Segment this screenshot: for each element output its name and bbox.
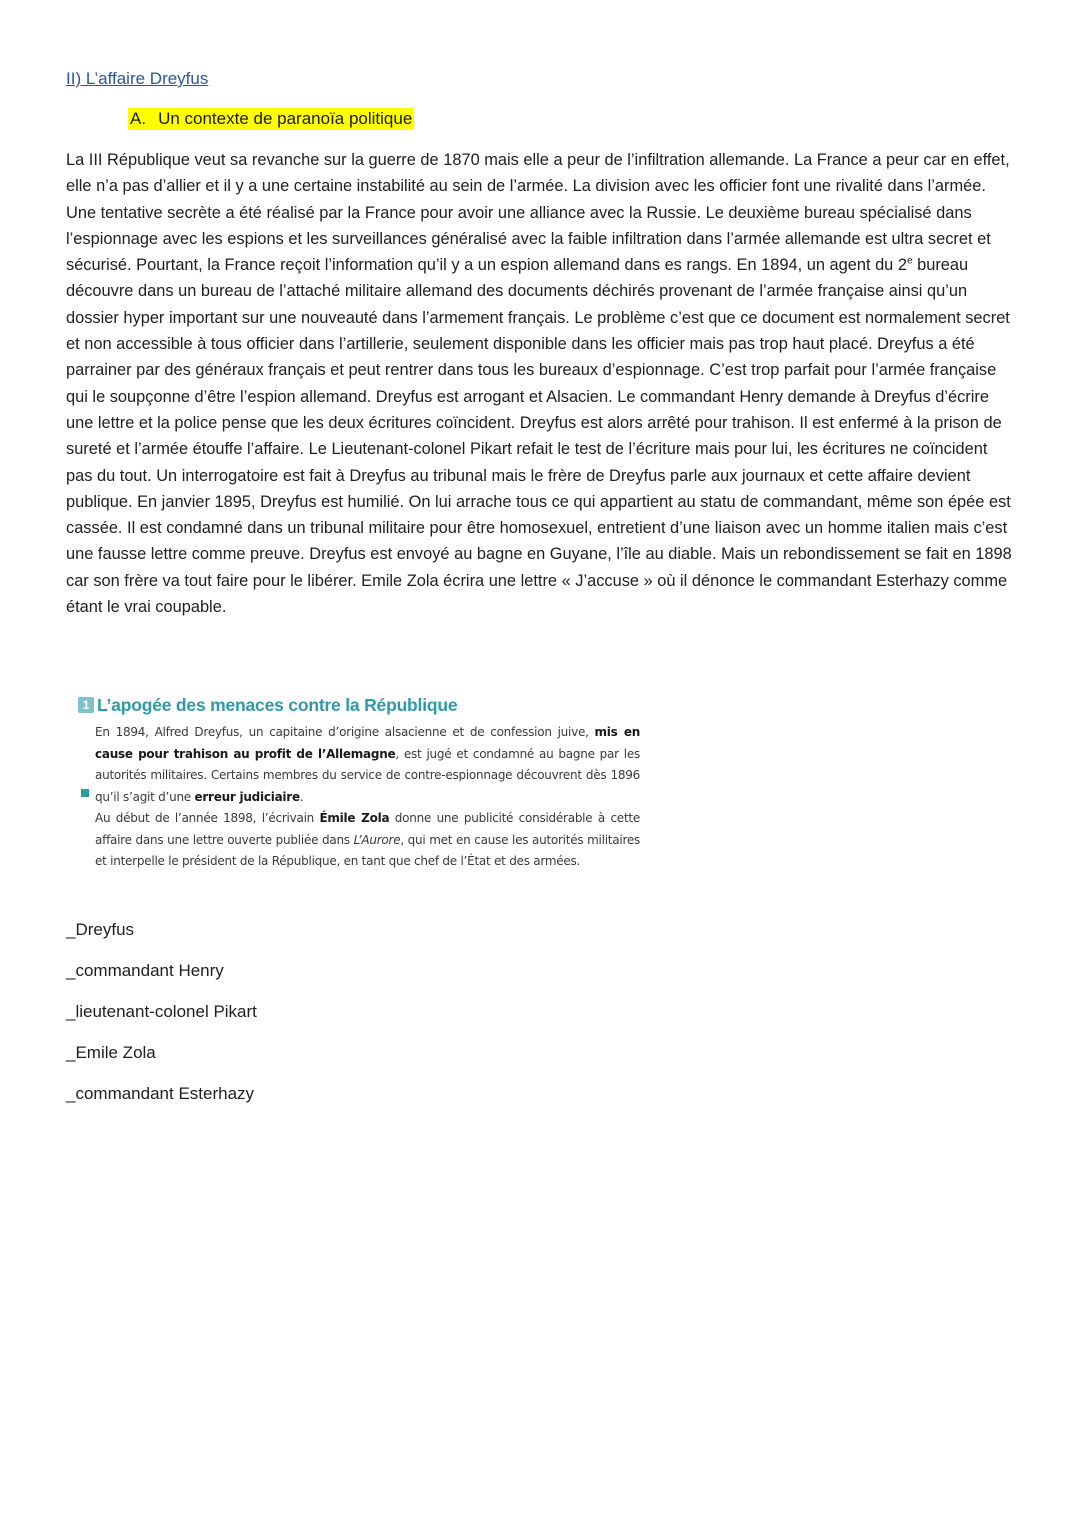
- list-item: _commandant Esterhazy: [66, 1084, 255, 1103]
- excerpt-text: , est jugé et condamné au bagne par les autorités militaires. Certains membres du service de contre-espionnage découvrent dès 1896 qu’il s’agit d’une: [95, 746, 640, 804]
- excerpt-text: En 1894, Alfred Dreyfus, un capitaine d’origine alsacienne et de confession juive,: [95, 725, 595, 739]
- body-paragraph: [66, 147, 1016, 620]
- body-text-part1: La III République veut sa revanche sur la guerre de 1870 mais elle a peur de l’infiltration allemande. La France a peur car en effet, elle n’a pas d’allier et il y a une certaine instabilité au sein de l’armée. La division avec les officier font une rivalité dans l’armée. Une tentative secrète a été réalisé par la France pour avoir une alliance avec la Russie. Le deuxième bureau spécialisé dans l’espionnage avec les espions et les surveillances généralisé avec la faible infiltration dans l’armée allemande est ultra secret et sécurisé. Pourtant, la France reçoit l’information qu’il y a un espion allemand dans es rangs. En 1894, un agent du 2: [66, 151, 1010, 275]
- excerpt-bold-text: mis en cause pour trahison au profit de l’Allemagne: [95, 725, 640, 761]
- list-item: _commandant Henry: [66, 961, 224, 980]
- excerpt-body: [95, 722, 640, 873]
- section-title: II) L’affaire Dreyfus: [66, 69, 209, 88]
- excerpt-text: , qui met en cause les autorités militaires et interpelle le président de la République, en tant que chef de l’État et des armées.: [95, 832, 640, 868]
- textbook-excerpt: [78, 694, 648, 873]
- subsection-letter: A.: [130, 109, 147, 128]
- excerpt-text: donne une publicité considérable à cette affaire dans une lettre ouverte publiée dans: [95, 811, 640, 847]
- body-text-part2: bureau découvre dans un bureau de l’attaché militaire allemand des documents déchirés provenant de l’armée française ainsi qu’un dossier hyper important sur une nouveauté dans l’armement français. Le problème c’est que ce document est normalement secret et non accessible à tous officier dans l’artillerie, seulement disponible dans les officier mais pas trop haut placé. Dreyfus a été parrainer par des généraux français et peut rentrer dans tous les bureaux d’espionnage. C’est trop parfait pour l’armée française qui le soupçonne d’être l’espion allemand. Dreyfus est arrogant et Alsacien. Le commandant Henry demande à Dreyfus d’écrire une lettre et la police pense que les deux écritures coïncident. Dreyfus est alors arrêté pour trahison. Il est enfermé à la prison de sureté et l’armée étouffe l’affaire. Le Lieutenant-colonel Pikart refait le test de l’écriture mais pour lui, les écritures ne coïncident pas du tout. Un interrogatoire est fait à Dreyfus au tribunal mais le frère de Dreyfus parle aux journaux et cette affaire devient publique. En janvier 1895, Dreyfus est humilié. On lui arrache tous ce qui appartient au statu de commandant, même son épée est cassée. Il est condamné dans un tribunal militaire pour être homosexuel, entretient d’une liaison avec un homme italien mais c’est une fausse lettre comme preuve. Dreyfus est envoyé au bagne en Guyane, l’île au diable. Mais un rebondissement se fait en 1898 car son frère va tout faire pour le libérer. Emile Zola écrira une lettre « J’accuse » où il dénonce le commandant Esterhazy comme étant le vrai coupable.: [66, 256, 1012, 617]
- excerpt-italic-text: L’Aurore: [353, 832, 401, 847]
- excerpt-bold-text: Émile Zola: [319, 811, 390, 825]
- excerpt-paragraph-1: [95, 722, 640, 808]
- excerpt-text: .: [299, 789, 304, 804]
- excerpt-bold-text: erreur judiciaire: [194, 789, 300, 804]
- subsection-title: Un contexte de paranoïa politique: [158, 109, 413, 128]
- excerpt-title: L’apogée des menaces contre la République: [97, 695, 458, 715]
- excerpt-number-badge: 1: [78, 697, 94, 713]
- list-item: _Dreyfus: [66, 920, 135, 939]
- subsection-heading: [128, 108, 414, 130]
- list-item: _Emile Zola: [66, 1043, 156, 1062]
- list-item: _lieutenant-colonel Pikart: [66, 1002, 257, 1021]
- character-list: [66, 919, 257, 1124]
- excerpt-heading: [78, 694, 648, 716]
- excerpt-paragraph-2: [95, 808, 640, 873]
- body-text-superscript: e: [906, 255, 913, 267]
- square-bullet-icon: [81, 789, 89, 797]
- excerpt-text: Au début de l’année 1898, l’écrivain: [95, 811, 320, 825]
